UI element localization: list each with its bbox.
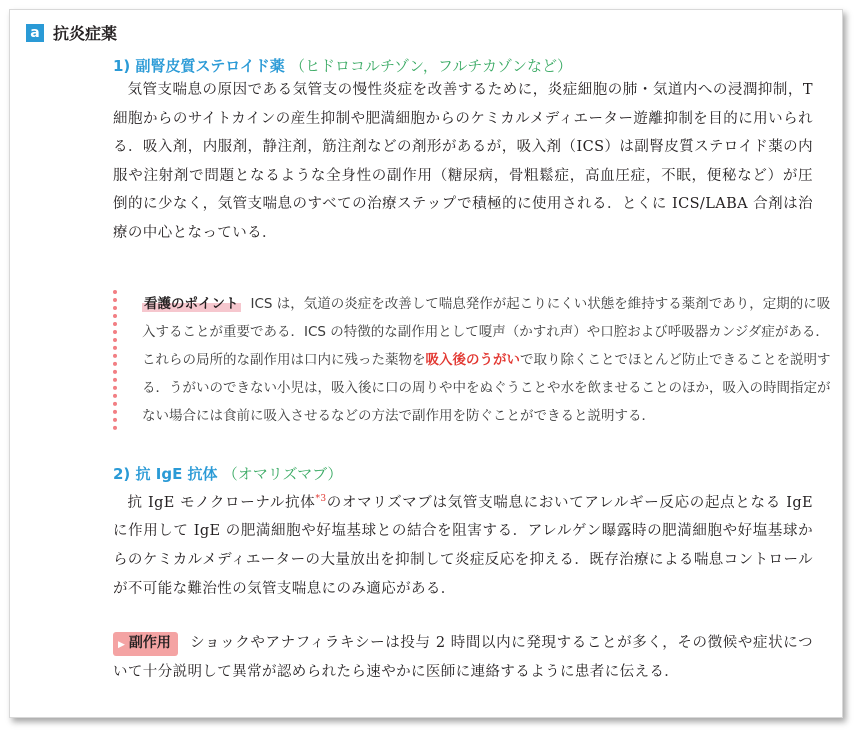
subsection-1-examples: （ヒドロコルチゾン，フルチカゾンなど） bbox=[290, 57, 573, 75]
section-heading bbox=[26, 21, 117, 44]
subsection-1-heading bbox=[113, 55, 572, 76]
textbook-page bbox=[9, 9, 843, 718]
nursing-point-text-2: で取り除くことでほとんど防止できることを説明する．うがいのできない小児は，吸入後に口の周りや中をぬぐうことや水を飲ませることのほか，吸入の時間指定がない場合には食前に吸入させるなどの方法で副作用を防ぐことができると説明する． bbox=[142, 352, 831, 424]
section-title: 抗炎症薬 bbox=[53, 24, 118, 43]
side-effects-text: ショックやアナフィラキシーは投与 2 時間以内に発現することが多く，その徴候や症状について十分説明して異常が認められたら速やかに医師に連絡するように患者に伝える． bbox=[113, 635, 813, 680]
subsection-1-number: 1) bbox=[113, 57, 131, 75]
nursing-point-label: 看護のポイント bbox=[144, 296, 239, 312]
subsection-2-examples: （オマリズマブ） bbox=[222, 465, 343, 483]
side-effects-paragraph bbox=[113, 629, 813, 686]
subsection-2-body-1: 抗 IgE モノクローナル抗体 bbox=[127, 494, 316, 511]
nursing-point-box bbox=[113, 290, 842, 430]
subsection-2-number: 2) bbox=[113, 465, 131, 483]
subsection-2-title: 抗 IgE 抗体 bbox=[135, 465, 218, 483]
subsection-2-body bbox=[113, 485, 813, 603]
nursing-point-text-1: ICS は，気道の炎症を改善して喘息発作が起こりにくい状態を維持する薬剤であり，定期的に吸入することが重要である．ICS の特徴的な副作用として嗄声（かすれ声）や口腔および呼吸器カンジダ症がある．これらの局所的な副作用は口内に残った薬物を bbox=[142, 296, 831, 368]
side-effects-badge bbox=[113, 632, 178, 656]
side-effects-label: 副作用 bbox=[128, 635, 171, 651]
subsection-1-title: 副腎皮質ステロイド薬 bbox=[135, 57, 285, 75]
nursing-point-emphasis: 吸入後のうがい bbox=[425, 352, 520, 368]
subsection-2-body-2: のオマリズマブは気管支喘息においてアレルギー反応の起点となる IgE に作用して IgE の肥満細胞や好塩基球との結合を阻害する．アレルゲン曝露時の肥満細胞や好塩基球からのケミカルメディエーターの大量放出を抑制して炎症反応を抑える．既存治療による喘息コントロールが不可能な難治性の気管支喘息にのみ適応がある． bbox=[113, 494, 813, 597]
play-triangle-icon: ▶ bbox=[118, 640, 125, 650]
subsection-1-body: 気管支喘息の原因である気管支の慢性炎症を改善するために，炎症細胞の肺・気道内への浸潤抑制，T 細胞からのサイトカインの産生抑制や肥満細胞からのケミカルメディエーター遊離抑制を目的に用いられる．吸入剤，内服剤，静注剤，筋注剤などの剤形があるが，吸入剤（ICS）は副腎皮質ステロイド薬の内服や注射剤で問題となるような全身性の副作用（糖尿病，骨粗鬆症，高血圧症，不眠，便秘など）が圧倒的に少なく，気管支喘息のすべての治療ステップで積極的に使用される．とくに ICS/LABA 合剤は治療の中心となっている． bbox=[113, 82, 813, 241]
subsection-2-heading bbox=[113, 463, 342, 484]
footnote-marker: *3 bbox=[315, 494, 327, 504]
section-badge: a bbox=[26, 24, 44, 42]
